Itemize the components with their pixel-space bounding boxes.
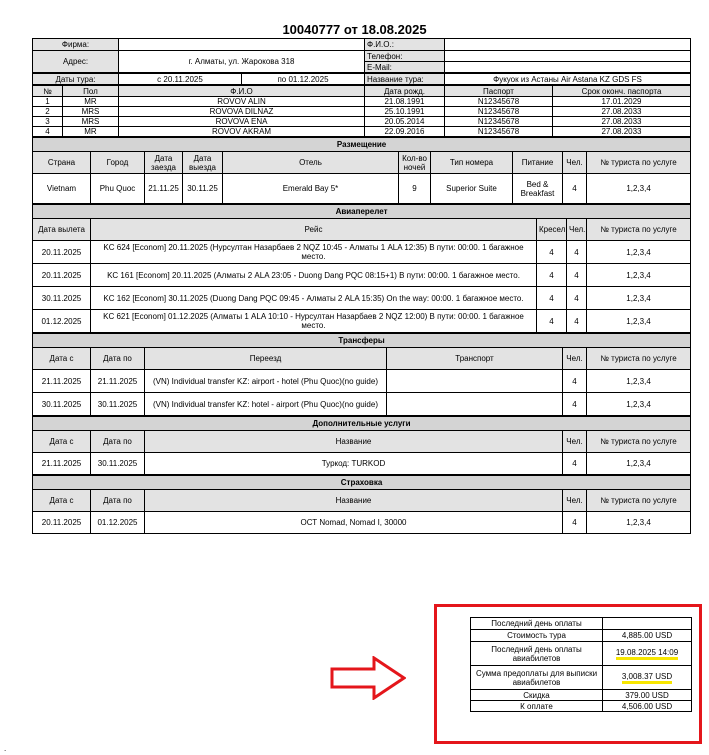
stray-dot: . (4, 744, 7, 753)
accommodation-table: Размещение Страна Город Дата заезда Дата выезда Отель Кол-во ночей Тип номера Питание Чел. № туриста по услуге Vietnam Phu Quoc 21.11.25 30.11.25 Emerald Bay 5* 9 Superior Suite Bed & Breakfast 4 1,2,3,4 (32, 137, 691, 204)
email-label: E-Mail: (365, 62, 445, 73)
insurance-table: Страховка Дата с Дата по Название Чел. № туриста по услуге 20.11.2025 01.12.2025 ОСТ Nomad, Nomad I, 30000 4 1,2,3,4 (32, 475, 691, 534)
tour-document (32, 38, 690, 534)
dates-label: Даты тура: (33, 74, 119, 85)
tour-dates-table (32, 73, 691, 85)
phone-label: Телефон: (365, 51, 445, 62)
tourists-header: Срок оконч. паспорта (553, 86, 691, 97)
transfer-row: 30.11.2025 30.11.2025 (VN) Individual transfer KZ: hotel - airport (Phu Quoc)(no guide) 4 1,2,3,4 (33, 393, 691, 416)
payment-row: Стоимость тура 4,885.00 USD (471, 630, 692, 642)
flight-row: 30.11.2025 KC 162 [Econom] 30.11.2025 (Duong Dang PQC 09:45 - Алматы 2 ALA 15:35) On the way: 00:00. 1 багажное место. 4 4 1,2,3,4 (33, 287, 691, 310)
payment-summary-table (470, 617, 692, 712)
flight-row: 20.11.2025 KC 161 [Econom] 20.11.2025 (Алматы 2 ALA 23:05 - Duong Dang PQC 08:15+1) В пути: 00:00. 1 багажное место. 4 4 1,2,3,4 (33, 264, 691, 287)
transfer-row: 21.11.2025 21.11.2025 (VN) Individual transfer KZ: airport - hotel (Phu Quoc)(no guide) 4 1,2,3,4 (33, 370, 691, 393)
highlighted-value: 3,008.37 USD (622, 672, 672, 684)
tourists-header: Ф.И.О (119, 86, 365, 97)
tourist-row: 4 MR ROVOV AKRAM 22.09.2016 N12345678 27.08.2033 (33, 127, 691, 137)
date-from: с 20.11.2025 (119, 74, 242, 85)
payment-row: Скидка 379.00 USD (471, 690, 692, 701)
tourists-table (32, 85, 691, 137)
document-title: 10040777 от 18.08.2025 (282, 22, 427, 37)
fio-label: Ф.И.О.: (365, 39, 445, 51)
section-title: Размещение (33, 138, 691, 152)
tour-name: Фукуок из Астаны Air Astana KZ GDS FS (445, 74, 691, 85)
section-title: Трансферы (33, 334, 691, 348)
extras-table: Дополнительные услуги Дата с Дата по Название Чел. № туриста по услуге 21.11.2025 30.11.2025 Туркод: TURKOD 4 1,2,3,4 (32, 416, 691, 475)
payment-row: Последний день оплаты (471, 618, 692, 630)
tourists-header: Паспорт (445, 86, 553, 97)
date-to: по 01.12.2025 (242, 74, 365, 85)
firm-value (119, 39, 365, 51)
insurance-row: 20.11.2025 01.12.2025 ОСТ Nomad, Nomad I, 30000 4 1,2,3,4 (33, 512, 691, 534)
section-title: Страховка (33, 476, 691, 490)
flights-table: Авиаперелет Дата вылета Рейс Кресел Чел. № туриста по услуге 20.11.2025 KC 624 [Econom] 20.11.2025 (Нурсултан Назарбаев 2 NQZ 10:45 - Алматы 1 ALA 12:35) В пути: 00:00. 1 багажное место. 4 4 1,2,3,4 20.11.2025 KC 161 [Econom] 20.11.2025 (Алматы 2 ALA 23:05 - Duong Dang PQC 08:15+1) В пути: 00:00. 1 багажное место. 4 4 1,2,3,4 30.11.2025 KC 162 [Econom] 30.11.2025 (Duong Dang PQC 09:45 - Алматы 2 ALA 15:35) On the way: 00:00. 1 багажное место. 4 4 1,2,3,4 01.12.2025 KC 621 [Econom] 01.12.2025 (Алматы 1 ALA 10:10 - Нурсултан Назарбаев 2 NQZ 12:00) В пути: 00:00. 1 багажное место. 4 4 1,2,3,4 (32, 204, 691, 333)
flight-row: 20.11.2025 KC 624 [Econom] 20.11.2025 (Нурсултан Назарбаев 2 NQZ 10:45 - Алматы 1 ALA 12:35) В пути: 00:00. 1 багажное место. 4 4 1,2,3,4 (33, 241, 691, 264)
firm-label: Фирма: (33, 39, 119, 51)
accommodation-row: Vietnam Phu Quoc 21.11.25 30.11.25 Emerald Bay 5* 9 Superior Suite Bed & Breakfast 4 1,2,3,4 (33, 174, 691, 204)
right-arrow-icon (330, 656, 406, 700)
address-label: Адрес: (33, 51, 119, 73)
payment-row: Сумма предоплаты для выписки авиабилетов 3,008.37 USD (471, 666, 692, 690)
transfers-table: Трансферы Дата с Дата по Переезд Транспорт Чел. № туриста по услуге 21.11.2025 21.11.2025 (VN) Individual transfer KZ: airport - hotel (Phu Quoc)(no guide) 4 1,2,3,4 30.11.2025 30.11.2025 (VN) Individual transfer KZ: hotel - airport (Phu Quoc)(no guide) 4 1,2,3,4 (32, 333, 691, 416)
extras-row: 21.11.2025 30.11.2025 Туркод: TURKOD 4 1,2,3,4 (33, 453, 691, 475)
tourist-row: 3 MRS ROVOVA ENA 20.05.2014 N12345678 27.08.2033 (33, 117, 691, 127)
section-title: Дополнительные услуги (33, 417, 691, 431)
payment-row: Последний день оплаты авиабилетов 19.08.2025 14:09 (471, 642, 692, 666)
highlighted-value: 19.08.2025 14:09 (616, 648, 678, 660)
tourists-header: Пол (63, 86, 119, 97)
address-value: г. Алматы, ул. Жарокова 318 (119, 51, 365, 73)
client-info-table (32, 38, 691, 73)
tourists-header: № (33, 86, 63, 97)
tourist-row: 2 MRS ROVOVA DILNAZ 25.10.1991 N12345678 27.08.2033 (33, 107, 691, 117)
payment-row: К оплате 4,506.00 USD (471, 701, 692, 712)
tour-name-label: Название тура: (365, 74, 445, 85)
payment-summary-box (434, 604, 702, 744)
tourists-header: Дата рожд. (365, 86, 445, 97)
tourist-row: 1 MR ROVOV ALIN 21.08.1991 N12345678 17.01.2029 (33, 97, 691, 107)
section-title: Авиаперелет (33, 205, 691, 219)
flight-row: 01.12.2025 KC 621 [Econom] 01.12.2025 (Алматы 1 ALA 10:10 - Нурсултан Назарбаев 2 NQZ 12:00) В пути: 00:00. 1 багажное место. 4 4 1,2,3,4 (33, 310, 691, 333)
